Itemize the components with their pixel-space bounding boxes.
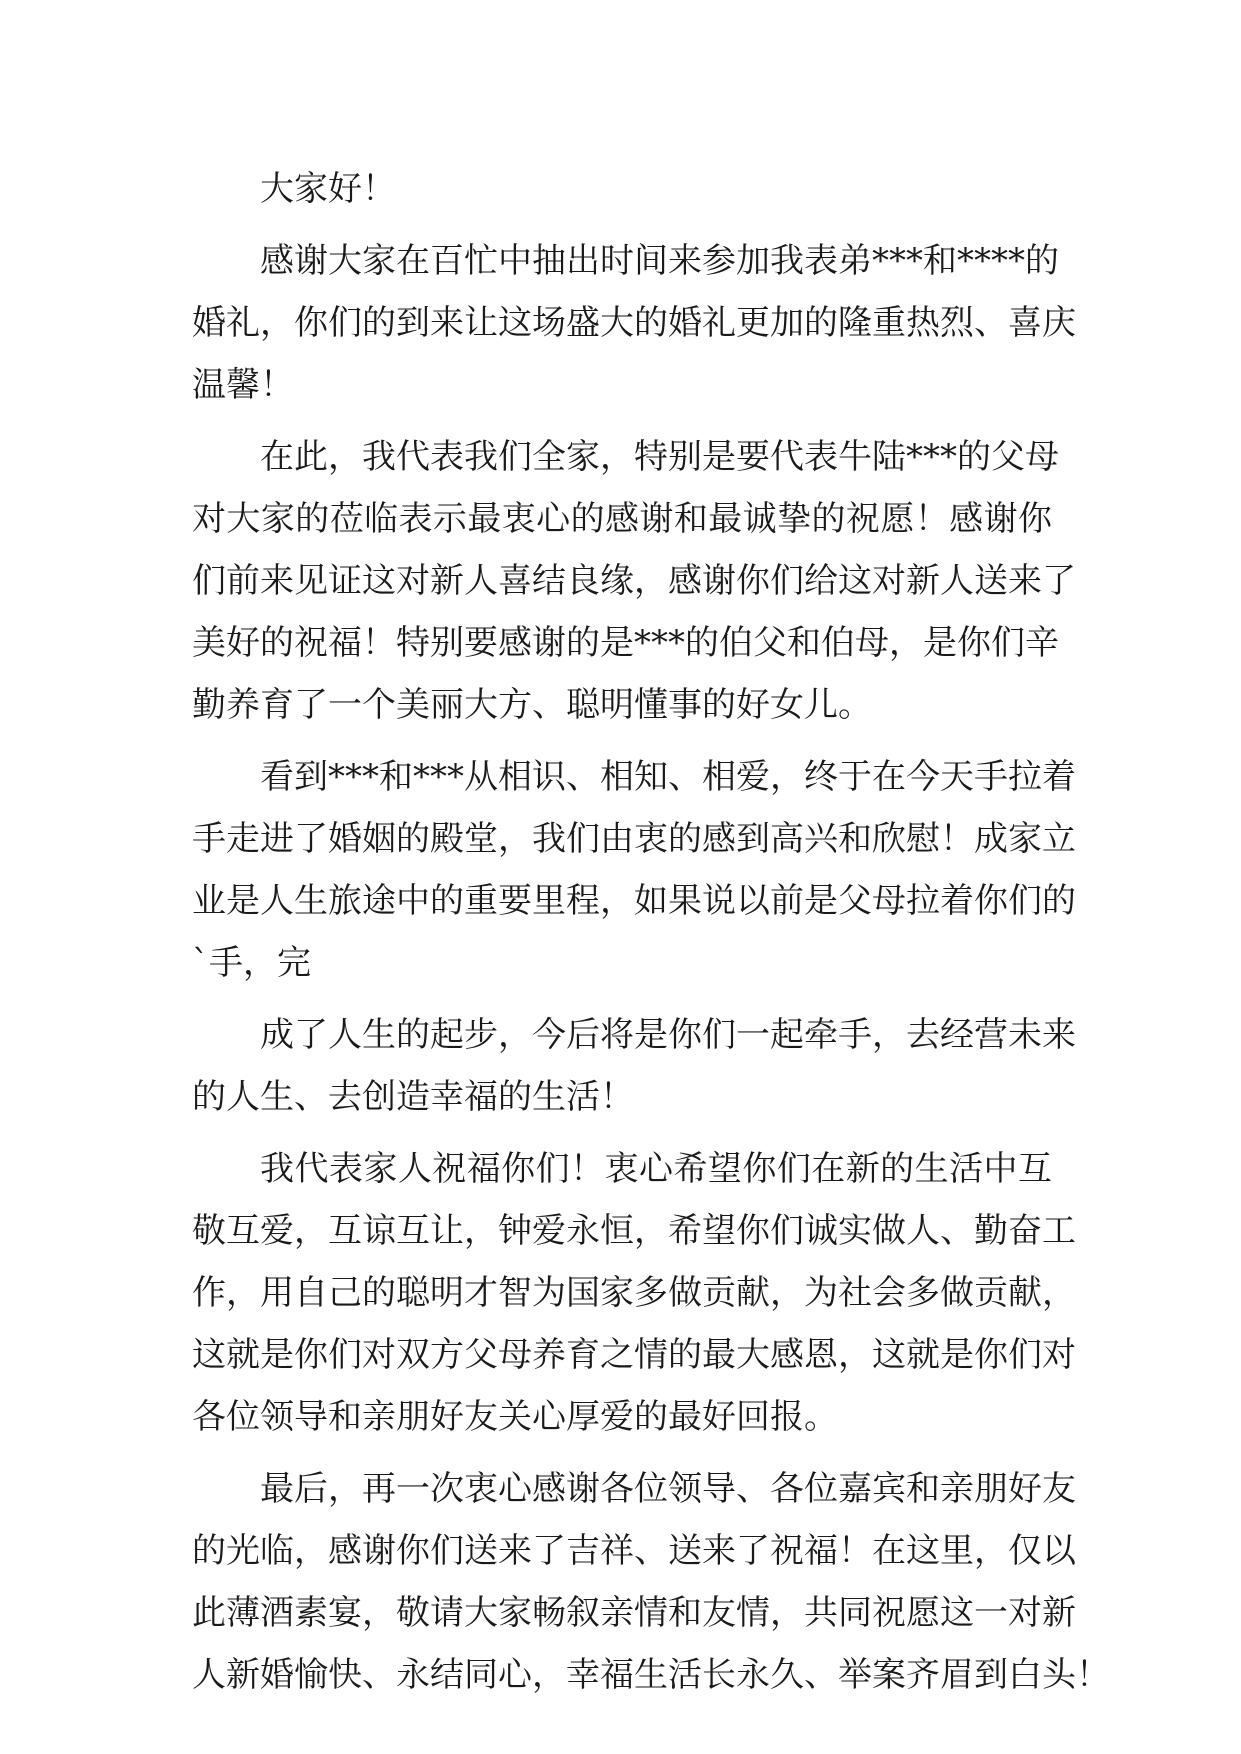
text-line: 的人生、去创造幸福的生活！ (192, 1077, 634, 1117)
document-body (192, 158, 1110, 1706)
paragraph (192, 426, 1076, 736)
text-line: 感谢大家在百忙中抽出时间来参加我表弟***和****的 (260, 241, 1059, 281)
text-line: `手，完 (192, 943, 311, 983)
text-line: 婚礼，你们的到来让这场盛大的婚礼更加的隆重热烈、喜庆 (192, 303, 1076, 343)
paragraph (192, 746, 1076, 994)
text-line: 此薄酒素宴，敬请大家畅叙亲情和友情，共同祝愿这一对新 (192, 1593, 1076, 1633)
text-line: 的光临，感谢你们送来了吉祥、送来了祝福！在这里，仅以 (192, 1531, 1076, 1571)
text-line: 业是人生旅途中的重要里程，如果说以前是父母拉着你们的 (192, 881, 1076, 921)
text-line: 温馨！ (192, 365, 294, 405)
text-line: 敬互爱，互谅互让，钟爱永恒，希望你们诚实做人、勤奋工 (192, 1211, 1076, 1251)
text-line: 对大家的莅临表示最衷心的感谢和最诚挚的祝愿！感谢你 (192, 499, 1052, 539)
text-line: 在此，我代表我们全家，特别是要代表牛陆***的父母 (260, 437, 1059, 477)
text-line: 勤养育了一个美丽大方、聪明懂事的好女儿。 (192, 685, 872, 725)
paragraph (192, 230, 1076, 416)
text-line: 作，用自己的聪明才智为国家多做贡献，为社会多做贡献， (192, 1273, 1076, 1313)
text-line: 各位领导和亲朋好友关心厚爱的最好回报。 (192, 1397, 838, 1437)
text-line: 大家好！ (260, 169, 396, 209)
text-line: 我代表家人祝福你们！衷心希望你们在新的生活中互 (260, 1149, 1052, 1189)
text-line: 人新婚愉快、永结同心，幸福生活长永久、举案齐眉到白头！ (192, 1655, 1110, 1695)
text-line: 这就是你们对双方父母养育之情的最大感恩，这就是你们对 (192, 1335, 1076, 1375)
paragraph (192, 1004, 1076, 1128)
text-line: 美好的祝福！特别要感谢的是***的伯父和伯母，是你们辛 (192, 623, 1059, 663)
text-line: 最后，再一次衷心感谢各位领导、各位嘉宾和亲朋好友 (260, 1469, 1076, 1509)
paragraph (192, 158, 1052, 220)
text-line: 们前来见证这对新人喜结良缘，感谢你们给这对新人送来了 (192, 561, 1076, 601)
paragraph (192, 1138, 1076, 1448)
text-line: 看到***和***从相识、相知、相爱，终于在今天手拉着 (260, 757, 1076, 797)
text-line: 手走进了婚姻的殿堂，我们由衷的感到高兴和欣慰！成家立 (192, 819, 1076, 859)
text-line: 成了人生的起步，今后将是你们一起牵手，去经营未来 (260, 1015, 1076, 1055)
paragraph (192, 1458, 1110, 1706)
